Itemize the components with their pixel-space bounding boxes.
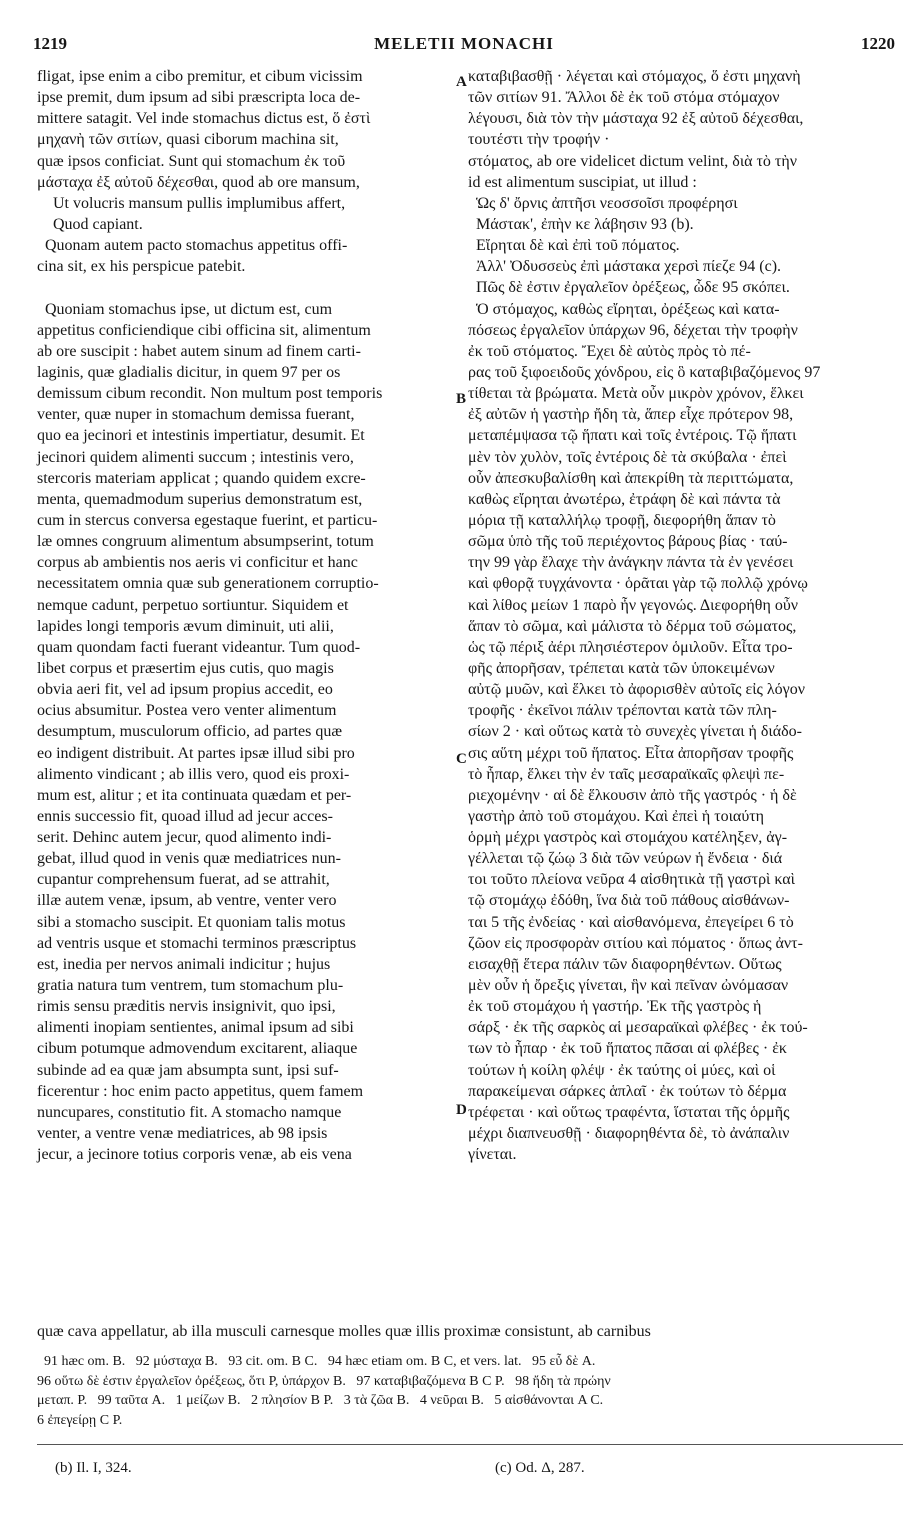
greek-text-line: τουτέστι τὴν τροφήν · bbox=[468, 131, 610, 149]
latin-text-line: laginis, quæ gladialis dicitur, in quem 97 per os bbox=[37, 363, 341, 381]
latin-text-line: ocius absumitur. Postea vero venter alimentum bbox=[37, 702, 337, 720]
latin-text-line: quæ ipsos conficiat. Sunt qui stomachum ἐκ τοῦ bbox=[37, 152, 346, 170]
latin-text-line: μάσταχα ἐξ αὐτοῦ δέχεσθαι, quod ab ore mansum, bbox=[37, 173, 360, 191]
greek-text-line: πόσεως ἐργαλεῖον ὑπάρχων 96, δέχεται τὴν τροφὴν bbox=[468, 321, 798, 339]
greek-text-line: παρακείμεναι σάρκες ἁπλαῖ · ἐκ τούτων τὸ δέρμα bbox=[468, 1082, 787, 1100]
latin-text-line: ad ventris usque et stomachi terminos præscriptus bbox=[37, 934, 357, 952]
latin-text-line: necessitatem omnia quæ sub generationem corruptio- bbox=[37, 575, 379, 593]
greek-text-line: τρέφεται · καὶ οὕτως τραφέντα, ἵσταται τῆς ὁρμῆς bbox=[468, 1103, 790, 1121]
greek-text-line: Μάστακ', ἐπὴν κε λάβησιν 93 (b). bbox=[468, 215, 694, 233]
greek-text-line: την 99 γὰρ ἔλαχε τὴν ἀνάγκην πάντα τὰ ἐν γενέσει bbox=[468, 554, 794, 572]
latin-text-line: jecinori quidem alimenti succum ; intestinis vero, bbox=[37, 448, 354, 466]
greek-text-line: ζῶον εἰς προσφορὰν σιτίου καὶ πόματος · ὅπως ἀντ- bbox=[468, 934, 803, 952]
latin-text-line: desumptum, musculorum officio, ad partes quæ bbox=[37, 723, 342, 741]
greek-text-line: Εἴρηται δὲ καὶ ἐπὶ τοῦ πόματος. bbox=[468, 237, 680, 255]
greek-text-line: καὶ φθορᾷ τυγχάνοντα · ὁρᾶται γὰρ τῷ πολλῷ χρόνῳ bbox=[468, 575, 808, 593]
latin-text-line: illæ autem venæ, ipsum, ab ventre, venter vero bbox=[37, 892, 337, 910]
greek-text-line: τῶν σιτίων 91. Ἄλλοι δὲ ἐκ τοῦ στόμα στόμαχον bbox=[468, 89, 780, 107]
latin-text-line: cupantur comprehensum fuerat, ad se attrahit, bbox=[37, 871, 330, 889]
greek-text-line: Ἀλλ' Ὀδυσσεὺς ἐπὶ μάστακα χερσὶ πίεζε 94 (c). bbox=[468, 258, 782, 276]
greek-text-line: οὖν ἀπεσκυβαλίσθη καὶ ἀπεκρίθη τὰ περιττώματα, bbox=[468, 469, 794, 487]
latin-column bbox=[37, 66, 457, 1165]
greek-text-line: γαστὴρ ἀπὸ τοῦ στομάχου. Καὶ ἐπεὶ ἡ τοιαύτη bbox=[468, 807, 765, 825]
greek-text-line: γέλλεται τῷ ζώῳ 3 διὰ τῶν νεύρων ἡ ἔνδεια · διά bbox=[468, 850, 783, 868]
greek-text-line: εισαχθῇ ἕτερα πάλιν τῶν διαφορηθέντων. Οὕτως bbox=[468, 955, 782, 973]
latin-text-line: cum in stercus conversa egestaque fuerint, et particu- bbox=[37, 511, 378, 529]
latin-text-line: cibum potumque admovendum excitarent, aliaque bbox=[37, 1040, 358, 1058]
greek-text-line: λέγουσι, διὰ τὸν τὴν μάσταχα 92 ἐξ αὐτοῦ δέχεσθαι, bbox=[468, 110, 804, 128]
latin-text-line bbox=[37, 277, 457, 298]
greek-text-line: id est alimentum suscipiat, ut illud : bbox=[468, 173, 697, 191]
greek-column bbox=[468, 66, 904, 1165]
footnote-line: 91 hæc om. B. 92 μύσταχα B. 93 cit. om. B C. 94 hæc etiam om. B C, et vers. lat. 95 εὖ δὲ A. bbox=[37, 1354, 596, 1369]
greek-text-line: ὡς τῷ πέριξ ἀέρι πλησιέστερον ὁμιλοῦν. Εἶτα τρο- bbox=[468, 638, 793, 656]
greek-text-line: φῆς ἀπορῆσαν, τρέπεται κατὰ τῶν ὑποκειμένων bbox=[468, 659, 775, 677]
latin-text-line: lapides longi temporis ævum diminuit, uti alii, bbox=[37, 617, 334, 635]
greek-text-line: μεταπέμψασα τῷ ἥπατι καὶ τοῖς ἐντέροις. Τῷ ἥπατι bbox=[468, 427, 797, 445]
latin-text-line: læ omnes congruum alimentum absumpserint, totum bbox=[37, 533, 374, 551]
greek-text-line: σίων 2 · καὶ οὕτως κατὰ τὸ συνεχὲς γίνεται ἡ διάδο- bbox=[468, 723, 802, 741]
margin-letter-b: B bbox=[456, 391, 467, 407]
greek-text-line: μόρια τῇ καταλλήλῳ τροφῇ, διεφορήθη ἅπαν τὸ bbox=[468, 511, 776, 529]
footnotes bbox=[37, 1352, 903, 1430]
latin-text-line: venter, quæ nuper in stomachum demissa fuerant, bbox=[37, 406, 355, 424]
latin-text-line: mum est, alitur ; et ita continuata quædam et per- bbox=[37, 786, 352, 804]
greek-text-line: στόματος, ab ore videlicet dictum velint, διὰ τὸ τὴν bbox=[468, 152, 797, 170]
greek-text-line: ὁρμὴ μέχρι γαστρὸς καὶ στομάχου κατέληξεν, ἀγ- bbox=[468, 829, 788, 847]
margin-letter-a: A bbox=[456, 74, 467, 90]
greek-text-line: σῶμα ὑπὸ τῆς τοῦ περιέχοντος βάρους βίας · ταύ- bbox=[468, 533, 788, 551]
latin-text-line: ipse premit, dum ipsum ad sibi præscripta loca de- bbox=[37, 89, 361, 107]
footnote-line: 6 ἐπεγείρῃ C P. bbox=[37, 1412, 123, 1428]
latin-text-line: stercoris materiam applicat ; quando quidem excre- bbox=[37, 469, 366, 487]
latin-text-line: ab ore suscipit : habet autem sinum ad finem carti- bbox=[37, 342, 361, 360]
latin-text-line: est, inedia per nervos animali indicitur ; hujus bbox=[37, 955, 331, 973]
latin-text-line: jecur, a jecinore totius corporis venæ, ab eis vena bbox=[37, 1146, 352, 1164]
latin-text-line: gratia natura tum ventrem, tum stomachum plu- bbox=[37, 977, 344, 995]
footnote-divider bbox=[37, 1444, 903, 1445]
greek-text-line: τίθεται τὰ βρώματα. Μετὰ οὖν μικρὸν χρόνον, ἕλκει bbox=[468, 385, 804, 403]
latin-text-line: rimis sensu præditis nervis insignivit, quo ipsi, bbox=[37, 998, 336, 1016]
latin-text-line: venter, a ventre venæ mediatrices, ab 98 ipsis bbox=[37, 1125, 328, 1143]
latin-text-line: eo indigent distribuit. At partes ipsæ illud sibi pro bbox=[37, 744, 355, 762]
latin-text-line: corpus ab ambientis nos aeris vi conficitur et hanc bbox=[37, 554, 358, 572]
greek-text-line: ριεχομένην · αἱ δὲ ἕλκουσιν ἀπὸ τῆς γαστρός · ἡ δὲ bbox=[468, 786, 797, 804]
greek-text-line: τούτων ἡ κοίλη φλέψ · ἐκ ταύτης οἱ μύες, καὶ οἱ bbox=[468, 1061, 776, 1079]
greek-text-line: τὸ ἧπαρ, ἕλκει τὴν ἐν ταῖς μεσαραϊκαῖς φλεψὶ πε- bbox=[468, 765, 785, 783]
greek-text-line: καταβιβασθῇ · λέγεται καὶ στόμαχος, ὅ ἐστι μηχανὴ bbox=[468, 68, 801, 85]
greek-text-line: καὶ λίθος μείων 1 παρὸ ἦν γεγονώς. Διεφορήθη οὖν bbox=[468, 596, 798, 614]
greek-text-line: μὲν οὖν ἡ ὄρεξις γίνεται, ἣν καὶ πεῖναν ὠνόμασαν bbox=[468, 977, 789, 995]
latin-text-line: serit. Dehinc autem jecur, quod alimento indi- bbox=[37, 829, 332, 847]
latin-text-line: μηχανὴ τῶν σιτίων, quasi ciborum machina sit, bbox=[37, 131, 339, 149]
latin-text-line: Quonam autem pacto stomachus appetitus offi- bbox=[37, 237, 348, 255]
greek-text-line: αὐτῷ μυῶν, καὶ ἕλκει τὸ ἀφορισθὲν αὐτοῖς εἰς λόγον bbox=[468, 681, 805, 699]
latin-text-line: Quoniam stomachus ipse, ut dictum est, cum bbox=[37, 300, 333, 318]
greek-text-line: τροφῆς · ἐκεῖνοι πάλιν τρέπονται κατὰ τῶν πλη- bbox=[468, 702, 777, 720]
greek-text-line: μέχρι διαπνευσθῇ · διαφορηθέντα δὲ, τὸ ἀνάπαλιν bbox=[468, 1125, 790, 1143]
greek-text-line: Πῶς δὲ ἐστιν ἐργαλεῖον ὀρέξεως, ὧδε 95 σκόπει. bbox=[468, 279, 790, 297]
latin-text-line: alimenti inopiam sentientes, animal ipsum ad sibi bbox=[37, 1019, 354, 1037]
reference-right: (c) Od. Δ, 287. bbox=[495, 1460, 585, 1476]
latin-text-line: quo ea jecinori et intestinis impertiatur, desumit. Et bbox=[37, 427, 365, 445]
page-number-left: 1219 bbox=[33, 34, 67, 53]
latin-text-line: demissum cibum recondit. Non multum post temporis bbox=[37, 385, 383, 403]
latin-text-line: Ut volucris mansum pullis implumibus affert, bbox=[37, 194, 346, 212]
reference-left: (b) Il. I, 324. bbox=[55, 1460, 132, 1476]
greek-text-line: Ὁ στόμαχος, καθὼς εἴρηται, ὀρέξεως καὶ κατα- bbox=[468, 300, 780, 318]
latin-text-line: alimento vindicant ; ab illis vero, quod eis proxi- bbox=[37, 765, 350, 783]
references bbox=[37, 1460, 903, 1480]
latin-text-line: menta, quemadmodum superius demonstratum est, bbox=[37, 490, 363, 508]
page-number-right: 1220 bbox=[861, 34, 895, 53]
greek-text-line: ἅπαν τὸ σῶμα, καὶ μάλιστα τὸ δέρμα τοῦ σώματος, bbox=[468, 617, 797, 635]
footnote-line: μεταπ. P. 99 ταῦτα A. 1 μείζων B. 2 πλησίον B P. 3 τὰ ζῶα B. 4 νεῦραι B. 5 αἰσθάνονται A C. bbox=[37, 1393, 604, 1408]
greek-text-line: ἐκ τοῦ στόματος. Ἔχει δὲ αὐτὸς πρὸς τὸ πέ- bbox=[468, 342, 751, 360]
greek-text-line: μὲν τὸν χυλὸν, τοῖς ἐντέροις δὲ τὰ σκύβαλα · ἐπεὶ bbox=[468, 448, 787, 466]
running-header bbox=[33, 34, 895, 60]
margin-letter-c: C bbox=[456, 751, 467, 767]
greek-text-line: σάρξ · ἐκ τῆς σαρκὸς αἱ μεσαραϊκαὶ φλέβες · ἐκ τού- bbox=[468, 1019, 808, 1037]
latin-text-line: appetitus conficiendique cibi officina sit, alimentum bbox=[37, 321, 371, 339]
greek-text-line: των τὸ ἧπαρ · ἐκ τοῦ ἥπατος πᾶσαι αἱ φλέβες · ἐκ bbox=[468, 1040, 787, 1058]
latin-text-line: gebat, illud quod in venis quæ mediatrices nun- bbox=[37, 850, 341, 868]
greek-text-line: γίνεται. bbox=[468, 1146, 517, 1164]
full-width-line: quæ cava appellatur, ab illa musculi carnesque molles quæ illis proximæ consistunt, ab carnibus bbox=[37, 1323, 651, 1340]
greek-text-line: σις αὕτη μέχρι τοῦ ἥπατος. Εἶτα ἀπορῆσαν τροφῆς bbox=[468, 744, 794, 762]
latin-text-line: libet corpus et præsertim ejus cutis, quo magis bbox=[37, 659, 334, 677]
latin-text-line: fligat, ipse enim a cibo premitur, et cibum vicissim bbox=[37, 68, 363, 85]
latin-text-line: Quod capiant. bbox=[37, 215, 143, 233]
latin-text-line: nuncupares, constitutio fit. A stomacho namque bbox=[37, 1103, 342, 1121]
latin-text-line: obvia aeri fit, vel ad ipsum propius accedit, eo bbox=[37, 681, 333, 699]
latin-text-line: ennis successio fit, quoad illud ad jecur acces- bbox=[37, 807, 333, 825]
latin-text-line: subinde ad ea quæ jam absumpta sunt, ipsi suf- bbox=[37, 1061, 339, 1079]
latin-text-line: ficerentur : hoc enim pacto appetitus, quem famem bbox=[37, 1082, 364, 1100]
latin-text-line: nemque cadunt, perpetuo sortiuntur. Siquidem et bbox=[37, 596, 349, 614]
latin-text-line: cina sit, ex his perspicue patebit. bbox=[37, 258, 246, 276]
greek-text-line: ἐκ τοῦ στομάχου ἡ γαστήρ. Ἐκ τῆς γαστρὸς ἡ bbox=[468, 998, 762, 1016]
greek-text-line: καθὼς εἴρηται ἀνωτέρω, ἐτράφη δὲ καὶ πάντα τὰ bbox=[468, 490, 781, 508]
running-title: MELETII MONACHI bbox=[374, 34, 554, 53]
greek-text-line: τῷ στομάχῳ ἐδόθη, ἵνα διὰ τοῦ πάθους αἰσθάνων- bbox=[468, 892, 790, 910]
latin-text-line: mittere satagit. Vel inde stomachus dictus est, ὅ ἐστὶ bbox=[37, 110, 371, 128]
latin-text-line: sibi a stomacho suscipit. Et quoniam talis motus bbox=[37, 913, 346, 931]
greek-text-line: ρας τοῦ ξιφοειδοῦς χόνδρου, εἰς ὃ καταβιβαζόμενος 97 bbox=[468, 363, 821, 381]
margin-letter-d: D bbox=[456, 1102, 467, 1118]
footnote-line: 96 οὕτω δὲ ἐστιν ἐργαλεῖον ὀρέξεως, ὅτι P, ὑπάρχον B. 97 καταβιβαζόμενα B C P. 98 ἤδη τὰ πρώην bbox=[37, 1373, 611, 1389]
greek-text-line: τοι τοῦτο πλείονα νεῦρα 4 αἰσθητικὰ τῇ γαστρὶ καὶ bbox=[468, 871, 795, 889]
latin-text-line: quam quondam facti fuerant videantur. Tum quod- bbox=[37, 638, 361, 656]
greek-text-line: Ὡς δ' ὄρνις ἀπτῆσι νεοσσοῖσι προφέρησι bbox=[468, 194, 738, 212]
greek-text-line: ἐξ αὐτῶν ἡ γαστὴρ ἤδη τὰ, ἅπερ εἶχε πρότερον 98, bbox=[468, 406, 794, 424]
greek-text-line: ται 5 τῆς ἐνδείας · καὶ αἰσθανόμενα, ἐπεγείρει 6 τὸ bbox=[468, 913, 794, 931]
